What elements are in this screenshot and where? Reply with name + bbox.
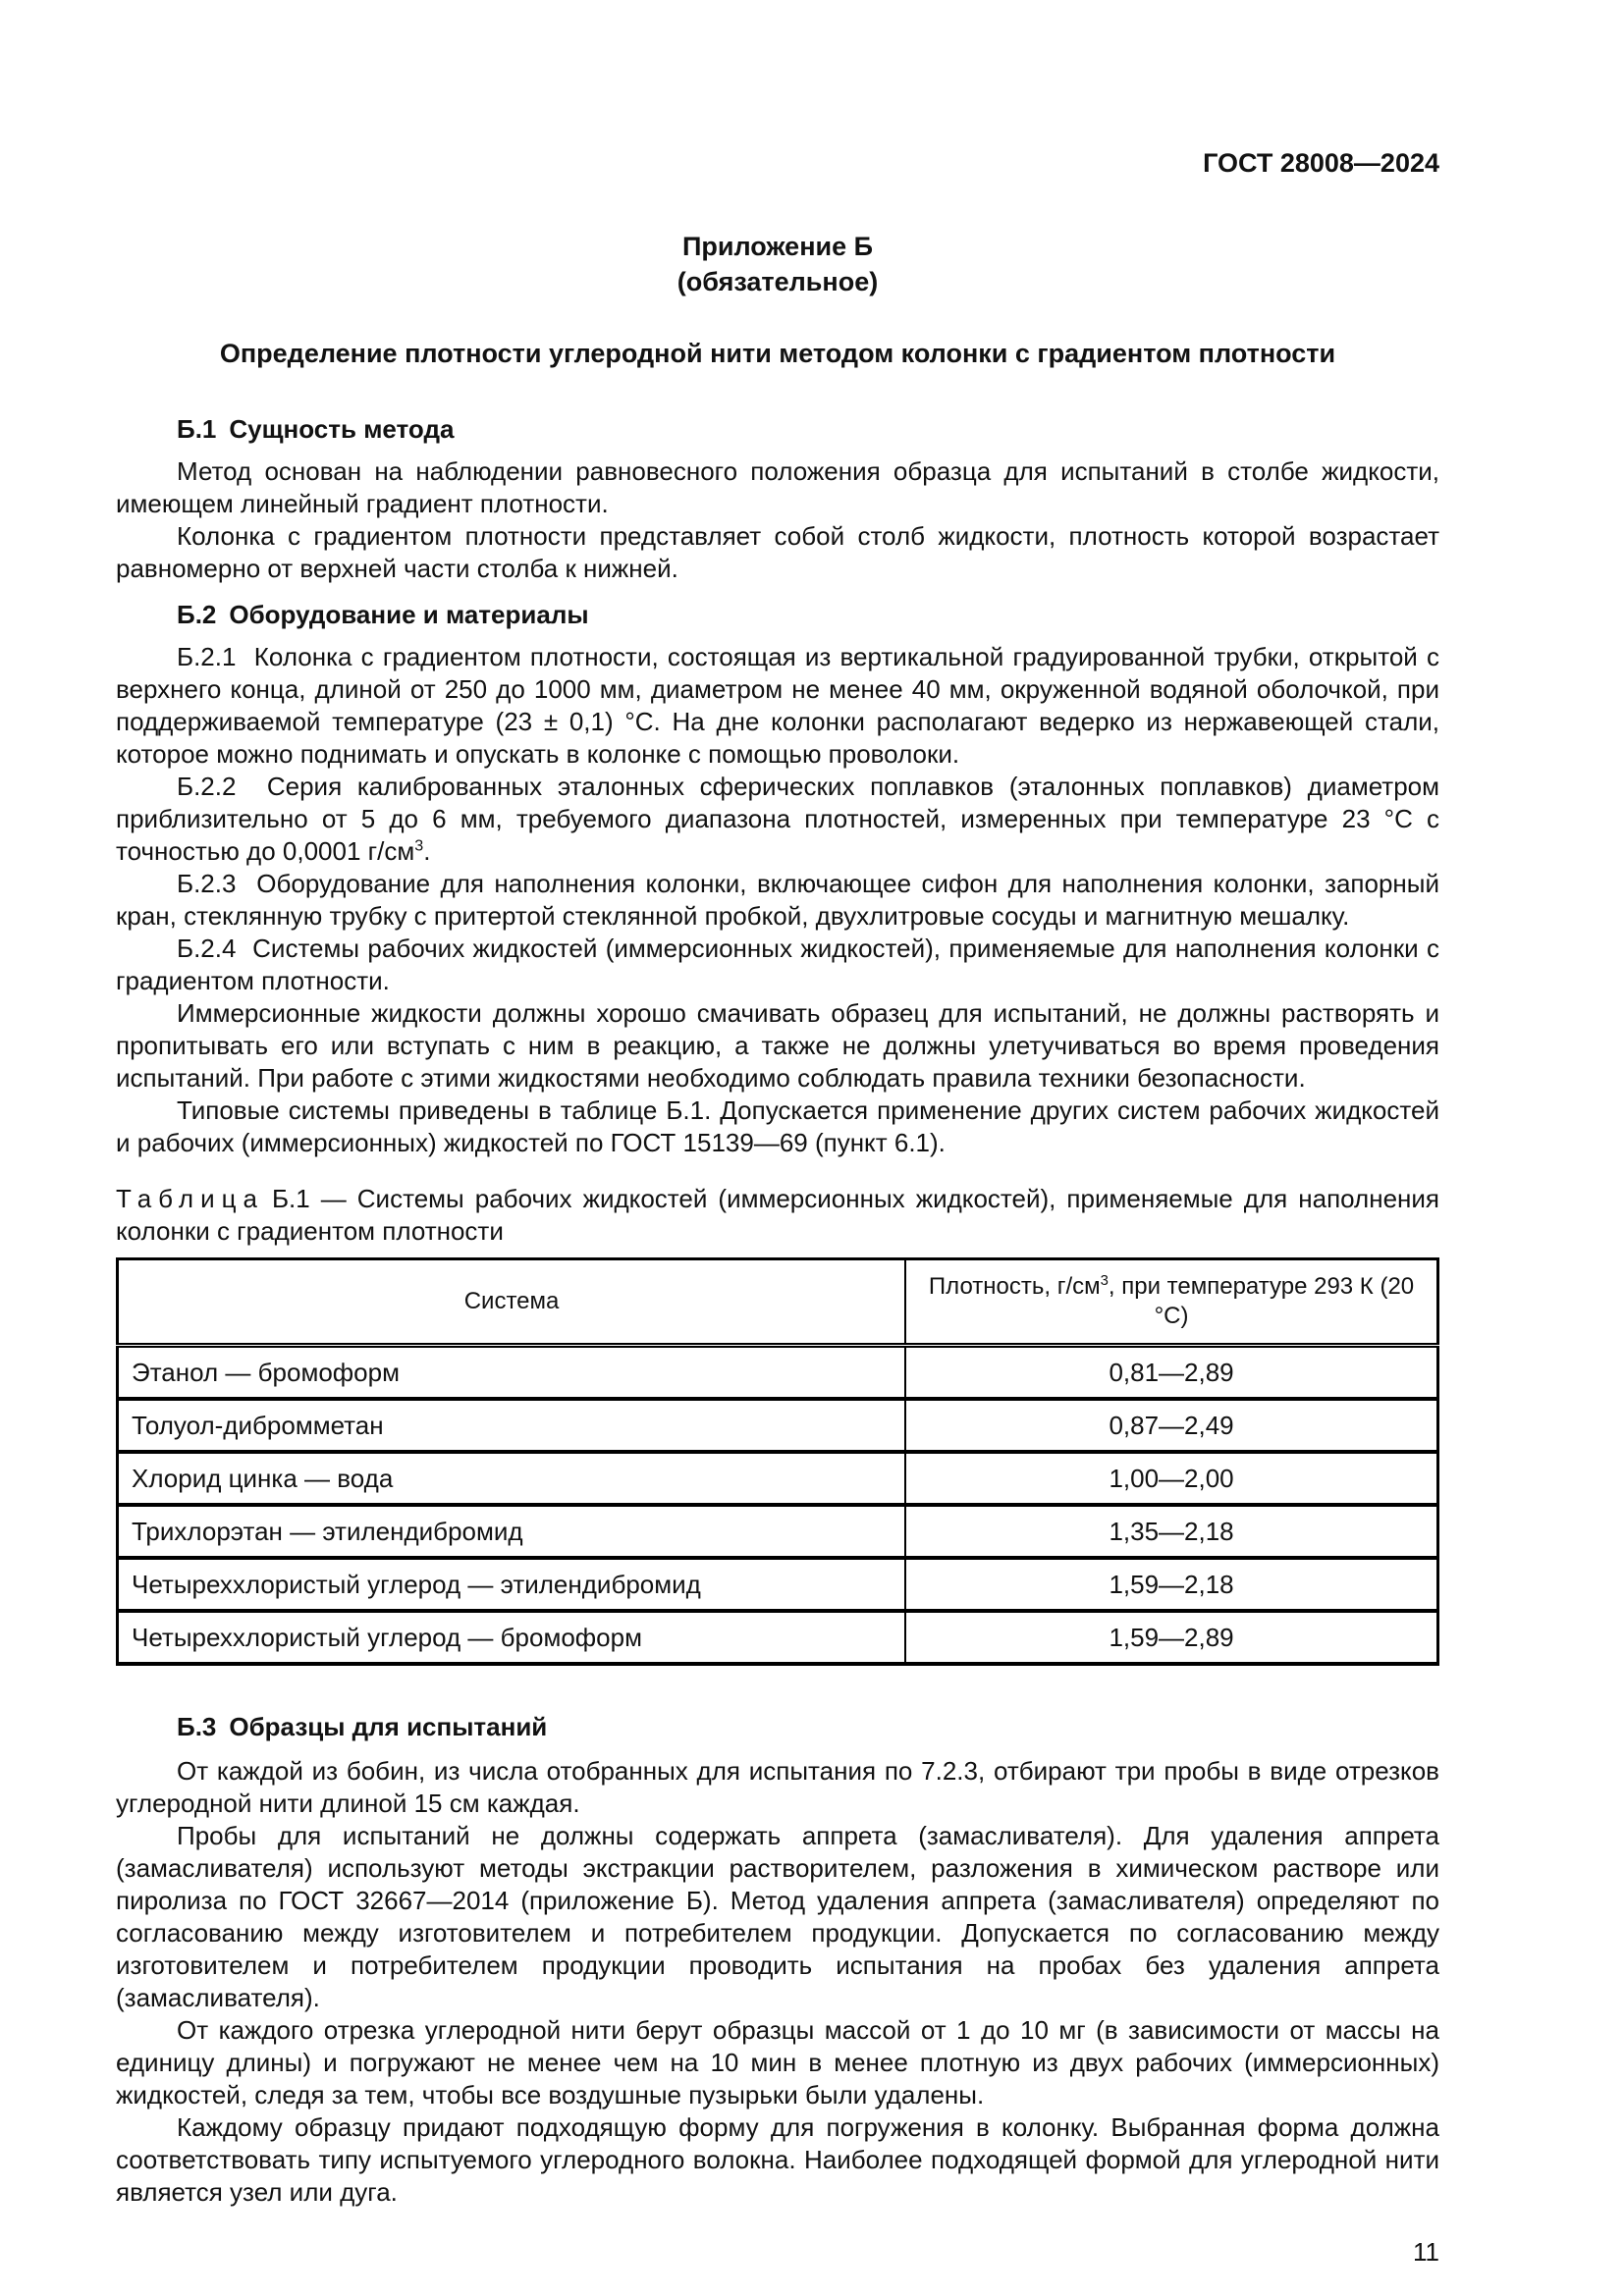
paragraph-b21: Б.2.1 Колонка с градиентом плотности, состоящая из вертикальной градуированной трубки, открытой с верхнего конца, длиной от 250 до 1000 мм, диаметром не менее 40 мм, окруженной водяной оболочкой, при поддерживаемой температуре (23 ± 0,1) °С. На дне колонки располагают ведерко из нержавеющей стали, которое можно поднимать и опускать в колонке с помощью проволоки.	[116, 642, 1439, 769]
superscript-3: 3	[1100, 1273, 1109, 1289]
table-header-system: Система	[118, 1259, 906, 1346]
cell-density: 0,81—2,89	[905, 1346, 1437, 1400]
table-caption-label: Таблица	[116, 1184, 264, 1213]
superscript-3: 3	[414, 836, 424, 855]
appendix-title: Определение плотности углеродной нити методом колонки с градиентом плотности	[219, 339, 1336, 368]
paragraph-b3-samples: От каждого отрезка углеродной нити берут образцы массой от 1 до 10 мг (в зависимости от массы на единицу длины) и погружают не менее чем на 10 мин в менее плотную из двух рабочих (иммерсионных) жидкостей, следя за тем, чтобы все воздушные пузырьки были удалены.	[116, 2015, 1439, 2109]
paragraph-text: .	[423, 836, 431, 866]
header-text: Плотность, г/см	[928, 1273, 1101, 1300]
paragraph-b22	[116, 771, 1439, 868]
paragraph-b3-bobbins: От каждой из бобин, из числа отобранных для испытания по 7.2.3, отбирают три пробы в виде отрезков углеродной нити длиной 15 см каждая.	[116, 1756, 1439, 1818]
cell-density: 1,59—2,89	[905, 1611, 1437, 1664]
appendix-label: Приложение Б	[681, 232, 874, 261]
cell-system: Толуол-дибромметан	[118, 1399, 906, 1452]
cell-system: Четыреххлористый углерод — этилендибромид	[118, 1558, 906, 1611]
table-row	[118, 1505, 1438, 1558]
table-row	[118, 1346, 1438, 1400]
section-title: Образцы для испытаний	[229, 1712, 548, 1741]
paragraph-b24: Б.2.4 Системы рабочих жидкостей (иммерсионных жидкостей), применяемые для наполнения колонки с градиентом плотности.	[116, 934, 1439, 995]
paragraph-b3-sizing: Пробы для испытаний не должны содержать аппрета (замасливателя). Для удаления аппрета (замасливателя) используют методы экстракции растворителем, разложения в химическом растворе или пиролиза по ГОСТ 32667—2014 (приложение Б). Метод удаления аппрета (замасливателя) определяют по согласованию между изготовителем и потребителем продукции. Допускается по согласованию между изготовителем и потребителем продукции проводить испытания на пробах без удаления аппрета (замасливателя).	[116, 1821, 1439, 2012]
table-header-density	[905, 1259, 1437, 1346]
cell-system: Хлорид цинка — вода	[118, 1452, 906, 1505]
appendix-status: (обязательное)	[677, 267, 879, 296]
section-number: Б.1	[177, 414, 217, 444]
cell-density: 1,59—2,18	[905, 1558, 1437, 1611]
paragraph-text: Б.2.2 Серия калиброванных эталонных сферических поплавков (эталонных поплавков) диаметром приблизительно от 5 до 6 мм, требуемого диапазона плотностей, измеренных при температуре 23 °С с точностью до 0,0001 г/см	[116, 772, 1439, 866]
table-row	[118, 1399, 1438, 1452]
page-number: 11	[1413, 2237, 1439, 2267]
section-title: Сущность метода	[229, 414, 455, 444]
cell-system: Трихлорэтан — этилендибромид	[118, 1505, 906, 1558]
section-title: Оборудование и материалы	[229, 600, 589, 629]
table-row	[118, 1611, 1438, 1664]
header-text: , при температуре 293 К (20 °С)	[1108, 1273, 1415, 1329]
section-heading-b2	[116, 599, 1439, 631]
paragraph-immersion-liquids: Иммерсионные жидкости должны хорошо смачивать образец для испытаний, не должны растворять и пропитывать его или вступать с ним в реакцию, а также не должны улетучиваться во время проведения испытаний. При работе с этими жидкостями необходимо соблюдать правила техники безопасности.	[116, 998, 1439, 1093]
paragraph-b1-column: Колонка с градиентом плотности представляет собой столб жидкости, плотность которой возрастает равномерно от верхней части столба к нижней.	[116, 521, 1439, 583]
table-row	[118, 1452, 1438, 1505]
paragraph-b1-method: Метод основан на наблюдении равновесного положения образца для испытаний в столбе жидкости, имеющем линейный градиент плотности.	[116, 456, 1439, 518]
table-caption	[116, 1183, 1439, 1248]
table-header-row	[118, 1259, 1438, 1346]
section-number: Б.2	[177, 600, 217, 629]
section-number: Б.3	[177, 1712, 217, 1741]
cell-system: Этанол — бромоформ	[118, 1346, 906, 1400]
table-caption-text: Б.1 — Системы рабочих жидкостей (иммерсионных жидкостей), применяемые для наполнения колонки с градиентом плотности	[116, 1184, 1439, 1246]
section-heading-b1	[116, 413, 1439, 446]
doc-code: ГОСТ 28008—2024	[1203, 148, 1439, 178]
paragraph-b3-shape: Каждому образцу придают подходящую форму для погружения в колонку. Выбранная форма должна соответствовать типу испытуемого углеродного волокна. Наиболее подходящей формой для углеродной нити является узел или дуга.	[116, 2112, 1439, 2207]
paragraph-b23: Б.2.3 Оборудование для наполнения колонки, включающее сифон для наполнения колонки, запорный кран, стеклянную трубку с притертой стеклянной пробкой, двухлитровые сосуды и магнитную мешалку.	[116, 869, 1439, 931]
section-heading-b3	[116, 1711, 1439, 1743]
paragraph-typical-systems: Типовые системы приведены в таблице Б.1. Допускается применение других систем рабочих жидкостей и рабочих (иммерсионных) жидкостей по ГОСТ 15139—69 (пункт 6.1).	[116, 1095, 1439, 1157]
appendix-heading	[116, 229, 1439, 299]
cell-density: 0,87—2,49	[905, 1399, 1437, 1452]
table-row	[118, 1558, 1438, 1611]
cell-density: 1,35—2,18	[905, 1505, 1437, 1558]
table-b1-liquid-systems	[116, 1257, 1439, 1666]
cell-system: Четыреххлористый углерод — бромоформ	[118, 1611, 906, 1664]
cell-density: 1,00—2,00	[905, 1452, 1437, 1505]
